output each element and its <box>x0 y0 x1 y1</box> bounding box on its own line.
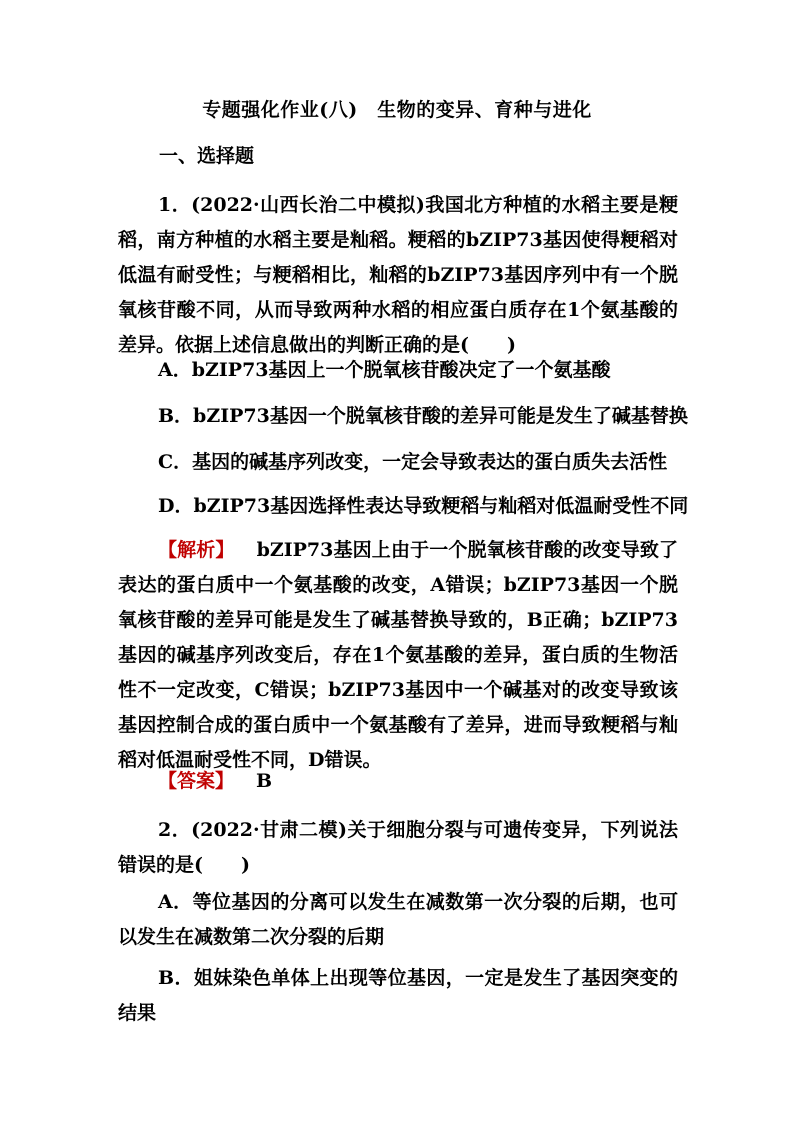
question-1-option-b: B．bZIP73基因一个脱氧核苷酸的差异可能是发生了碱基替换 <box>158 405 688 427</box>
question-1-answer <box>118 764 678 799</box>
page-title: 专题强化作业(八) 生物的变异、育种与进化 <box>202 99 592 121</box>
answer-tag: 【答案】 <box>158 770 235 792</box>
section-heading: 一、选择题 <box>159 145 255 167</box>
answer-value: B <box>256 770 273 792</box>
question-2-option-b: B．姐妹染色单体上出现等位基因，一定是发生了基因突变的结果 <box>118 967 678 1024</box>
question-1-stem: 1．(2022·山西长治二中模拟)我国北方种植的水稻主要是粳稻，南方种植的水稻主要是籼稻。粳稻的bZIP73基因使得粳稻对低温有耐受性；与粳稻相比，籼稻的bZIP73基因序列中有一个脱氧核苷酸不同，从而导致两种水稻的相应蛋白质存在1个氨基酸的差异。依据上述信息做出的判断正确的是( ) <box>118 194 678 356</box>
question-1-option-d: D．bZIP73基因选择性表达导致粳稻与籼稻对低温耐受性不同 <box>158 495 689 517</box>
question-2-stem: 2．(2022·甘肃二模)关于细胞分裂与可遗传变异，下列说法错误的是( ) <box>118 819 678 876</box>
question-1-option-a: A．bZIP73基因上一个脱氧核苷酸决定了一个氨基酸 <box>158 359 611 381</box>
analysis-tag: 【解析】 <box>158 539 235 561</box>
question-2-option-a: A．等位基因的分离可以发生在减数第一次分裂的后期，也可以发生在减数第二次分裂的后期 <box>118 891 678 948</box>
analysis-text: bZIP73基因上由于一个脱氧核苷酸的改变导致了表达的蛋白质中一个氨基酸的改变，A错误；bZIP73基因一个脱氧核苷酸的差异可能是发生了碱基替换导致的，B正确；bZIP73基因的碱基序列改变后，存在1个氨基酸的差异，蛋白质的生物活性不一定改变，C错误；bZIP73基因中一个碱基对的改变导致该基因控制合成的蛋白质中一个氨基酸有了差异，进而导致粳稻与籼稻对低温耐受性不同，D错误。 <box>118 539 678 771</box>
question-1-analysis <box>118 533 678 778</box>
question-1-option-c: C．基因的碱基序列改变，一定会导致表达的蛋白质失去活性 <box>158 451 668 473</box>
